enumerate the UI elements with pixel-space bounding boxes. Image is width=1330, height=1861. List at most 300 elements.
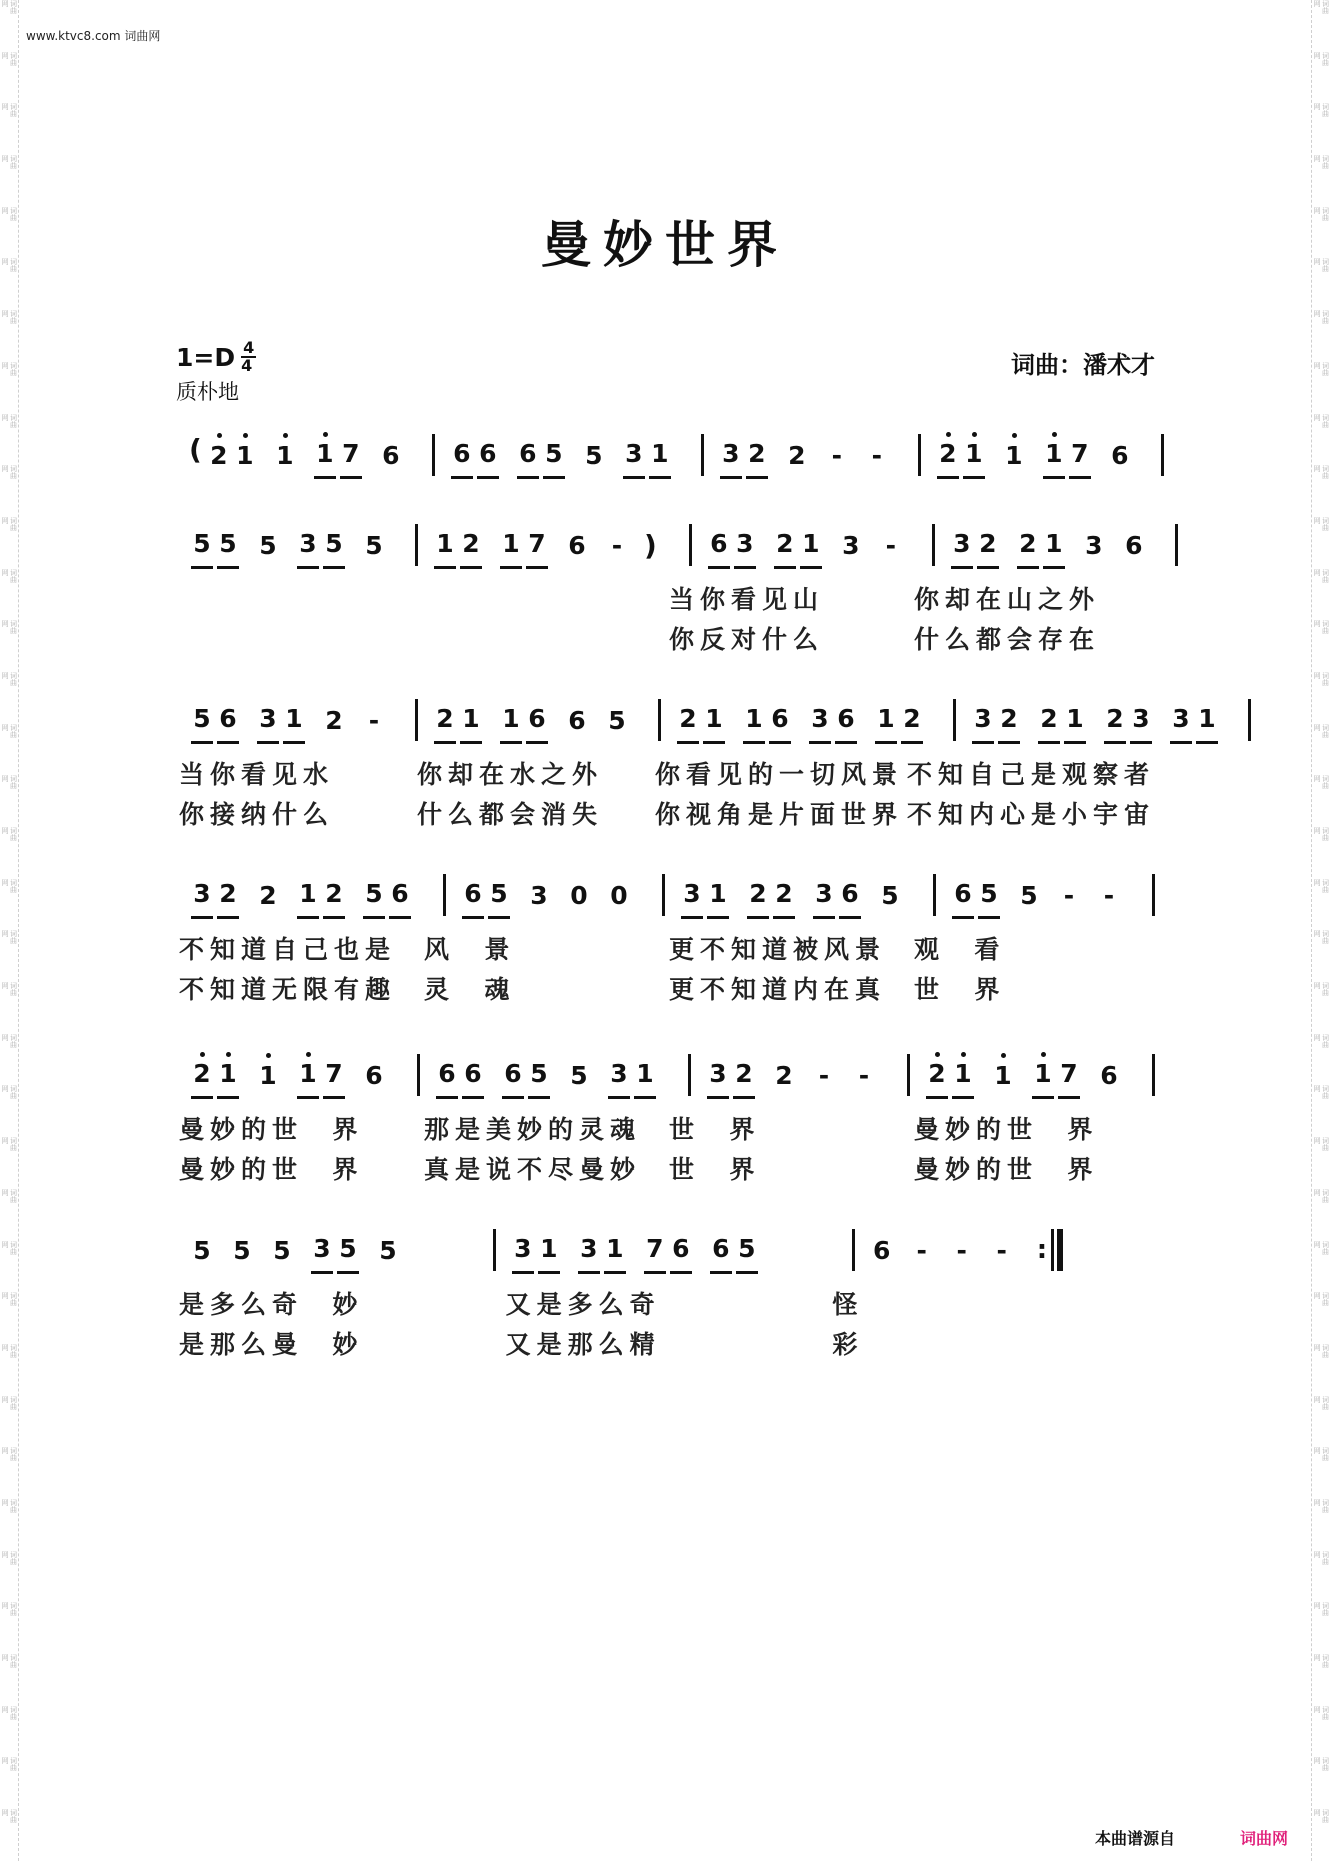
lyric-line	[175, 928, 1155, 968]
lyric-line	[175, 1323, 1155, 1363]
note: 2	[1038, 697, 1060, 744]
watermark-text: 词曲网	[1, 1654, 18, 1668]
melody-line	[175, 430, 1155, 480]
watermark-text: 词曲网	[1313, 516, 1330, 531]
note: 7	[526, 522, 548, 569]
note: 5	[323, 522, 345, 569]
measure	[435, 432, 701, 479]
note-group	[772, 522, 824, 569]
note: -	[818, 1060, 830, 1090]
note: 1	[992, 1053, 1014, 1097]
note: 3	[257, 697, 279, 744]
repeat-paren: )	[644, 528, 657, 562]
note-group	[295, 522, 347, 569]
score-system	[175, 430, 1155, 480]
note: 2	[677, 697, 699, 744]
note-group	[909, 1228, 935, 1272]
note: 2	[926, 1052, 948, 1099]
note-group	[434, 1052, 486, 1099]
site-url[interactable]: www.ktvc8.com 词曲网	[26, 29, 161, 43]
note-group	[255, 697, 307, 744]
note-group	[312, 432, 364, 479]
note-group	[515, 432, 567, 479]
footer-brand[interactable]: 词曲网	[1240, 1829, 1289, 1848]
note-group	[189, 522, 241, 569]
note-group	[1081, 523, 1107, 567]
note-group	[869, 1228, 895, 1272]
note-group	[255, 523, 281, 567]
high-octave-dot	[323, 432, 328, 437]
note: 1	[1043, 432, 1065, 479]
measure	[175, 697, 415, 744]
note-group	[718, 432, 770, 479]
note: -	[871, 440, 882, 470]
lyric-segment: 不知道自己也是	[179, 935, 397, 964]
lyric-segment: 什么都会消失	[416, 800, 603, 829]
measure	[921, 432, 1161, 479]
note: 7	[323, 1052, 345, 1099]
score-system	[175, 695, 1216, 833]
note: 3	[707, 1052, 729, 1099]
watermark-text: 词曲网	[1313, 982, 1330, 997]
note-group	[621, 432, 673, 479]
note: 6	[389, 872, 411, 919]
note: 1	[283, 697, 305, 744]
note-group	[1036, 697, 1088, 744]
note: 3	[972, 697, 994, 744]
lyric-segment: 你看见的一切风景	[654, 760, 903, 789]
lyric-segment: 那是美妙的灵魂	[424, 1115, 642, 1144]
song-title: 曼妙世界	[541, 215, 789, 274]
note-group	[576, 1227, 628, 1274]
note: 5	[273, 1235, 291, 1265]
note: 6	[462, 1052, 484, 1099]
watermark-text: 词曲网	[1, 568, 18, 583]
watermark-text: 词曲网	[1, 1705, 18, 1720]
note: 1	[274, 433, 296, 477]
note-group	[432, 697, 484, 744]
watermark-text: 词曲网	[1, 775, 18, 790]
watermark-text: 词曲网	[1313, 671, 1330, 686]
note: 1	[234, 433, 256, 477]
note: 2	[937, 432, 959, 479]
lyric-segment: 曼妙的世 界	[179, 1155, 364, 1184]
high-octave-dot	[200, 1052, 205, 1057]
note-group	[1168, 697, 1220, 744]
lyric-segment: 不知内心是小宇宙	[906, 800, 1155, 829]
footer-source: 本曲谱源自	[1095, 1829, 1176, 1848]
note: 3	[1085, 530, 1103, 560]
note: 3	[1130, 697, 1152, 744]
note: 3	[512, 1227, 534, 1274]
note-group	[432, 522, 484, 569]
watermark-text: 词曲网	[1313, 1757, 1330, 1772]
lyric-segment: 曼妙的世 界	[914, 1155, 1099, 1184]
watermark-text: 词曲网	[1, 878, 18, 893]
note-group	[1001, 433, 1027, 477]
note: 3	[608, 1052, 630, 1099]
measure	[418, 697, 658, 744]
note: 6	[502, 1052, 524, 1099]
note: 5	[365, 530, 383, 560]
watermark-text: 词曲网	[1, 413, 18, 428]
note: 6	[769, 697, 791, 744]
note: 1	[1003, 433, 1025, 477]
measure	[956, 697, 1248, 744]
measure	[420, 1052, 688, 1099]
note: 2	[208, 433, 230, 477]
lyric-line	[175, 793, 1155, 833]
lyric-segment: 真是说不尽曼妙	[424, 1155, 642, 1184]
time-top: 4	[243, 338, 255, 357]
lyric-segment: 你视角是片面世界	[654, 800, 903, 829]
high-octave-dot	[1052, 432, 1057, 437]
watermark-text: 词曲网	[1, 930, 18, 945]
note: 1	[538, 1227, 560, 1274]
note: 3	[681, 872, 703, 919]
note-group	[679, 872, 731, 919]
note-group	[269, 1228, 295, 1272]
note-group	[361, 872, 413, 919]
note-group	[255, 1053, 281, 1097]
lyric-segment: 什么都会存在	[914, 625, 1101, 654]
note: 1	[217, 1052, 239, 1099]
note-group	[935, 432, 987, 479]
note: 6	[568, 705, 586, 735]
watermark-text: 词曲网	[1, 465, 18, 480]
score-system	[175, 520, 1155, 658]
note-group	[1030, 1052, 1082, 1099]
lyric-segment: 是多么奇 妙	[179, 1290, 364, 1319]
measure	[175, 1052, 417, 1099]
lyric-segment: 更不知道被风景	[669, 935, 887, 964]
watermark-text: 词曲网	[1, 1550, 18, 1565]
measure	[175, 432, 432, 479]
watermark-text: 词曲网	[1313, 465, 1330, 480]
note: 1	[649, 432, 671, 479]
note-group	[255, 873, 281, 917]
note: 6	[365, 1060, 383, 1090]
watermark-text: 词曲网	[1, 620, 18, 635]
note: 1	[1043, 522, 1065, 569]
note-group	[498, 522, 550, 569]
note-group	[498, 697, 550, 744]
repeat-colon: :	[1036, 1235, 1048, 1265]
lyric-segment: 曼妙的世 界	[179, 1115, 364, 1144]
lyric-segment: 曼妙的世 界	[914, 1115, 1099, 1144]
note: 6	[517, 432, 539, 479]
barline	[1175, 524, 1178, 566]
note: 7	[644, 1227, 666, 1274]
high-octave-dot	[935, 1052, 940, 1057]
watermark-text: 词曲网	[1313, 1705, 1330, 1720]
note: 6	[835, 697, 857, 744]
note: 1	[460, 697, 482, 744]
high-octave-dot	[243, 433, 248, 438]
note-group	[566, 1053, 592, 1097]
note-group	[705, 1052, 757, 1099]
lyric-segment: 世 界	[669, 1115, 761, 1144]
note: -	[858, 1060, 870, 1090]
note-group	[745, 872, 797, 919]
lyric-segment: 怪	[832, 1290, 864, 1319]
lyric-segment: 灵 魂	[424, 975, 516, 1004]
watermark-text: 词曲网	[1, 1292, 18, 1307]
watermark-text: 词曲网	[1, 516, 18, 531]
note: -	[956, 1235, 967, 1265]
note-group	[526, 873, 552, 917]
lyric-segment: 当你看见水	[179, 760, 335, 789]
watermark-text: 词曲网	[1, 51, 18, 66]
note: 2	[901, 697, 923, 744]
note: 1	[500, 697, 522, 744]
note: 2	[191, 1052, 213, 1099]
note-group	[189, 697, 241, 744]
note-group	[449, 432, 501, 479]
note: -	[885, 530, 896, 560]
note-group	[1056, 873, 1082, 917]
note: 1	[800, 522, 822, 569]
note-group	[878, 523, 904, 567]
note: -	[916, 1235, 927, 1265]
watermark-text: 词曲网	[1, 310, 18, 325]
note-group	[564, 698, 590, 742]
watermark-text: 词曲网	[1313, 0, 1330, 14]
note: 5	[191, 697, 213, 744]
note-group	[924, 1052, 976, 1099]
note-group	[644, 529, 661, 562]
lyric-line	[175, 578, 1155, 618]
note-group	[229, 1228, 255, 1272]
watermark-text: 词曲网	[1313, 1292, 1330, 1307]
note-group	[1029, 1229, 1063, 1271]
high-octave-dot	[306, 1052, 311, 1057]
high-octave-dot	[226, 1052, 231, 1057]
note: 2	[977, 522, 999, 569]
note: 3	[813, 872, 835, 919]
note: 1	[1032, 1052, 1054, 1099]
watermark-text: 词曲网	[1313, 1085, 1330, 1100]
measure	[418, 522, 689, 569]
watermark-text: 词曲网	[1, 671, 18, 686]
watermark-text: 词曲网	[1, 1395, 18, 1410]
lyric-segment: 更不知道内在真	[669, 975, 887, 1004]
high-octave-dot	[266, 1053, 271, 1058]
note: 6	[710, 1227, 732, 1274]
note: 1	[604, 1227, 626, 1274]
note-group	[189, 872, 241, 919]
watermark-text: 词曲网	[1313, 775, 1330, 790]
high-octave-dot	[283, 433, 288, 438]
watermark-text: 词曲网	[1313, 413, 1330, 428]
note-group	[877, 873, 903, 917]
note: 5	[543, 432, 565, 479]
note-group	[500, 1052, 552, 1099]
note-group	[741, 697, 793, 744]
note-group	[1016, 873, 1042, 917]
note-group	[706, 522, 758, 569]
note: 5	[191, 522, 213, 569]
note-group	[378, 433, 404, 477]
note: 3	[842, 530, 860, 560]
note-group	[708, 1227, 760, 1274]
melody-line	[175, 870, 1155, 920]
measure	[175, 1227, 493, 1274]
note: 6	[462, 872, 484, 919]
watermark-text: 词曲网	[1313, 310, 1330, 325]
note-group	[1102, 697, 1154, 744]
watermark-text: 词曲网	[1313, 878, 1330, 893]
high-octave-dot	[961, 1052, 966, 1057]
note: 5	[585, 440, 603, 470]
lyric-segment: 不知自己是观察者	[906, 760, 1155, 789]
note-group	[642, 1227, 694, 1274]
lyric-segment: 是那么曼 妙	[179, 1330, 364, 1359]
note: 2	[325, 705, 343, 735]
note: 5	[608, 705, 626, 735]
note-group	[361, 523, 387, 567]
key-label: 1=D	[176, 342, 236, 372]
note-group	[1121, 523, 1147, 567]
note: 6	[873, 1235, 891, 1265]
note: 1	[1064, 697, 1086, 744]
watermark-text: 词曲网	[1313, 1550, 1330, 1565]
watermark-text: 词曲网	[1, 1602, 18, 1617]
lyric-line	[175, 968, 1155, 1008]
note-group	[949, 522, 1001, 569]
note-group	[361, 1053, 387, 1097]
watermark-text: 词曲网	[1313, 51, 1330, 66]
watermark-text: 词曲网	[1313, 1498, 1330, 1513]
note: 5	[259, 530, 277, 560]
note-group	[581, 433, 607, 477]
high-octave-dot	[1041, 1052, 1046, 1057]
note: 6	[526, 697, 548, 744]
watermark-text: 词曲网	[1, 1137, 18, 1152]
note: 3	[623, 432, 645, 479]
lyric-segment: 观 看	[914, 935, 1006, 964]
watermark-text: 词曲网	[1313, 1395, 1330, 1410]
lyric-line	[175, 753, 1155, 793]
note: 5	[978, 872, 1000, 919]
note-group	[566, 873, 592, 917]
repeat-paren: (	[189, 433, 202, 466]
note: 1	[434, 522, 456, 569]
measure	[175, 522, 415, 569]
note: 5	[379, 1235, 397, 1265]
note: 1	[634, 1052, 656, 1099]
note: 6	[217, 697, 239, 744]
watermark-text: 词曲网	[1313, 361, 1330, 376]
note: 0	[570, 880, 588, 910]
repeat-end-barline	[1037, 1229, 1063, 1271]
note-group	[189, 1228, 215, 1272]
watermark-text: 词曲网	[1, 155, 18, 170]
watermark-text: 词曲网	[1, 361, 18, 376]
note: 5	[193, 1235, 211, 1265]
score-system	[175, 870, 1155, 1008]
watermark-text: 词曲网	[1, 982, 18, 997]
note: 6	[839, 872, 861, 919]
note: -	[1063, 880, 1075, 910]
watermark-text: 词曲网	[1, 1240, 18, 1255]
note: 1	[743, 697, 765, 744]
note: 2	[460, 522, 482, 569]
watermark-text: 词曲网	[1313, 1240, 1330, 1255]
note: 2	[1017, 522, 1039, 569]
note: 2	[1104, 697, 1126, 744]
note-group	[321, 698, 347, 742]
lyric-line	[175, 1148, 1155, 1188]
lyric-segment: 你反对什么	[669, 625, 825, 654]
high-octave-dot	[946, 432, 951, 437]
note: -	[368, 705, 380, 735]
measure	[935, 522, 1175, 569]
watermark-text: 词曲网	[1, 1757, 18, 1772]
note: 3	[578, 1227, 600, 1274]
note: 2	[773, 872, 795, 919]
lyric-segment: 世 界	[669, 1155, 761, 1184]
watermark-text: 词曲网	[1, 1343, 18, 1358]
note: 1	[1196, 697, 1218, 744]
melody-line	[175, 520, 1155, 570]
measure	[936, 872, 1152, 919]
note-group	[675, 697, 727, 744]
note-group	[309, 1227, 361, 1274]
note: 6	[568, 530, 586, 560]
watermark-text: 词曲网	[1, 1188, 18, 1203]
measure	[661, 697, 953, 744]
barline	[1161, 434, 1164, 476]
lyric-line	[175, 618, 1155, 658]
note: 3	[191, 872, 213, 919]
note: 2	[259, 880, 277, 910]
measure	[910, 1052, 1152, 1099]
barline	[1152, 1054, 1155, 1096]
note-group	[784, 433, 810, 477]
note: 3	[734, 522, 756, 569]
note-group	[807, 697, 859, 744]
note: 3	[311, 1227, 333, 1274]
measure	[704, 432, 918, 479]
note-group	[1015, 522, 1067, 569]
note-group	[1107, 433, 1133, 477]
watermark-text: 词曲网	[1313, 1188, 1330, 1203]
note-group	[189, 1052, 241, 1099]
note: 1	[297, 1052, 319, 1099]
watermark-text: 词曲网	[1313, 103, 1330, 118]
watermark-text: 词曲网	[1313, 620, 1330, 635]
note-group	[564, 523, 590, 567]
note: 5	[1020, 880, 1038, 910]
note: 1	[952, 1052, 974, 1099]
note: 7	[1058, 1052, 1080, 1099]
key-signature	[176, 340, 256, 374]
note-group	[771, 1053, 797, 1097]
note: 3	[809, 697, 831, 744]
watermark-text: 词曲网	[1, 1498, 18, 1513]
note: 5	[488, 872, 510, 919]
watermark-text: 词曲网	[1, 1085, 18, 1100]
watermark-text: 词曲网	[1313, 1809, 1330, 1824]
note-group	[460, 872, 512, 919]
note-group	[838, 523, 864, 567]
note-group	[949, 1228, 975, 1272]
note: 1	[297, 872, 319, 919]
note-group	[1096, 873, 1122, 917]
watermark-text: 词曲网	[1, 827, 18, 841]
watermark-text: 词曲网	[1313, 155, 1330, 170]
